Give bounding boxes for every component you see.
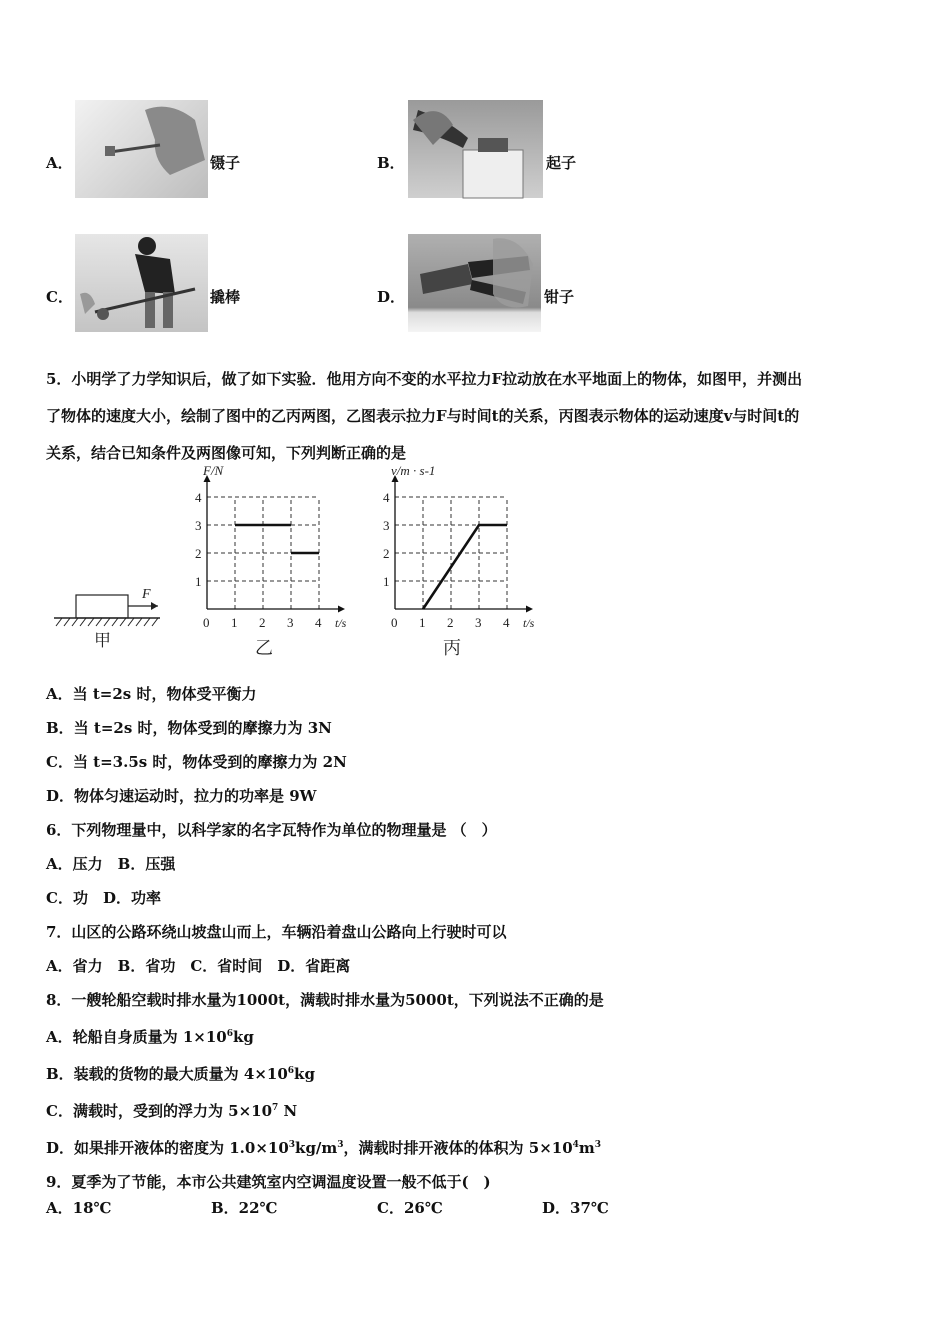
x-axis-label: t/s <box>523 616 535 630</box>
x-tick-label: 2 <box>259 615 266 630</box>
q6-options-2: C．功 D．功率 <box>46 889 161 907</box>
block <box>76 595 128 618</box>
y-tick-label: 3 <box>383 518 390 533</box>
q7-options: A．省力 B．省功 C．省时间 D．省距离 <box>46 957 351 975</box>
x-tick-label: 1 <box>231 615 238 630</box>
x-axis-label: t/s <box>335 616 347 630</box>
y-tick-label: 4 <box>195 490 202 505</box>
q8-option-b: B．装载的货物的最大质量为 $4\times 10^6kg$ <box>46 1065 315 1083</box>
y-axis-label: F/N <box>203 463 224 478</box>
q5-option-b: B．当 t=2s 时，物体受到的摩擦力为 3N <box>46 719 332 737</box>
option-caption: 镊子 <box>210 154 241 172</box>
q5-option-c: C．当 t=3.5s 时，物体受到的摩擦力为 2N <box>46 753 347 771</box>
q6-options-1: A．压力 B．压强 <box>46 855 176 873</box>
y-tick-label: 4 <box>383 490 390 505</box>
x-axis-arrow-icon <box>338 606 345 613</box>
x-tick-label: 0 <box>391 615 398 630</box>
force-label: F <box>142 587 151 602</box>
q9-stem: 9．夏季为了节能，本市公共建筑室内空调温度设置一般不低于( ) <box>46 1173 491 1191</box>
q5-option-a: A．当 t=2s 时，物体受平衡力 <box>46 685 257 703</box>
option-caption: 起子 <box>546 154 577 172</box>
option-letter: C． <box>46 288 73 306</box>
x-tick-label: 0 <box>203 615 210 630</box>
bottle-opener-icon <box>408 100 543 198</box>
chart-yi <box>190 463 370 660</box>
arrow-head-icon <box>151 602 158 610</box>
ground-hatching <box>56 618 158 626</box>
q5-stem-line-3: 关系，结合已知条件及两图像可知，下列判断正确的是 <box>46 444 407 462</box>
x-tick-label: 1 <box>419 615 426 630</box>
chart-title: 乙 <box>255 638 273 658</box>
y-tick-label: 1 <box>383 574 390 589</box>
q9-option-b: B．22℃ <box>211 1199 278 1217</box>
chart-bing <box>378 463 558 660</box>
questions-6-9 <box>46 813 604 1199</box>
x-tick-label: 2 <box>447 615 454 630</box>
q5-stem-line-2: 了物体的速度大小，绘制了图中的乙丙两图，乙图表示拉力F与时间t的关系，丙图表示物体的运动速度v与时间t的 <box>46 407 800 425</box>
y-tick-label: 2 <box>383 546 390 561</box>
pliers-photo <box>408 234 541 332</box>
crowbar-icon <box>75 234 208 332</box>
x-axis-arrow-icon <box>526 606 533 613</box>
chart-title: 丙 <box>443 638 461 658</box>
bottle-opener-photo <box>408 100 543 198</box>
data-line <box>423 525 507 609</box>
q5-stem-line-1: 5．小明学了力学知识后，做了如下实验．他用方向不变的水平拉力F拉动放在水平地面上的物体，如图甲，并测出 <box>46 370 803 388</box>
option-letter: D． <box>377 288 406 306</box>
q5-stem <box>46 361 916 472</box>
tweezers-photo <box>75 100 208 198</box>
figure-jia-caption: 甲 <box>94 631 111 650</box>
q9-option-c: C．26℃ <box>377 1199 443 1217</box>
q8-option-c: C．满载时，受到的浮力为 $5\times 10^7$ N <box>46 1102 298 1120</box>
q8-stem: 8．一艘轮船空载时排水量为1000t，满载时排水量为5000t，下列说法不正确的是 <box>46 991 604 1009</box>
pliers-icon <box>408 234 541 332</box>
figure-jia <box>50 580 170 655</box>
option-letter: B． <box>377 154 405 172</box>
option-letter: A． <box>46 154 73 172</box>
tweezers-icon <box>75 100 208 198</box>
x-tick-label: 4 <box>315 615 322 630</box>
q5-options <box>46 677 347 813</box>
crowbar-photo <box>75 234 208 332</box>
q9-option-a: A．18℃ <box>46 1199 112 1217</box>
y-tick-label: 1 <box>195 574 202 589</box>
y-tick-label: 2 <box>195 546 202 561</box>
option-caption: 钳子 <box>544 288 575 306</box>
x-tick-label: 3 <box>475 615 482 630</box>
x-tick-label: 3 <box>287 615 294 630</box>
q8-option-d: D．如果排开液体的密度为 $1.0\times 10^3kg/m^3$，满载时排开液体的体积为 $5\times 10^4m^3$ <box>46 1139 602 1157</box>
y-axis-label: v/m · s-1 <box>391 463 436 478</box>
x-tick-label: 4 <box>503 615 510 630</box>
q9-option-d: D．37℃ <box>542 1199 609 1217</box>
q5-option-d: D．物体匀速运动时，拉力的功率是 9W <box>46 787 317 805</box>
y-tick-label: 3 <box>195 518 202 533</box>
option-caption: 撬棒 <box>210 288 241 306</box>
q6-stem: 6．下列物理量中，以科学家的名字瓦特作为单位的物理量是 （ ） <box>46 821 497 839</box>
q7-stem: 7．山区的公路环绕山坡盘山而上，车辆沿着盘山公路向上行驶时可以 <box>46 923 507 941</box>
q8-option-a: A．轮船自身质量为 $1\times 10^6kg$ <box>46 1028 254 1046</box>
